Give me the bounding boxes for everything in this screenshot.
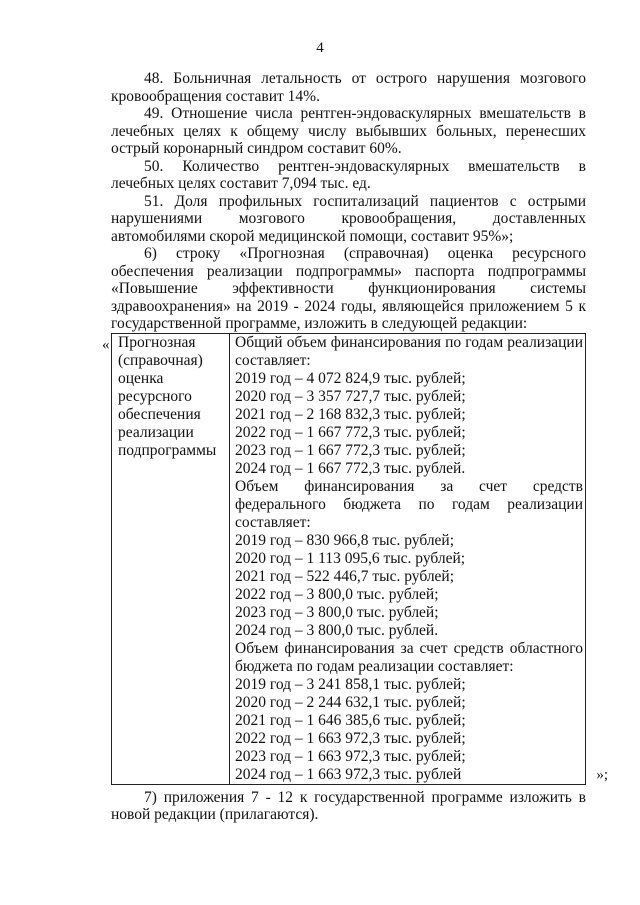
document-body bbox=[102, 70, 608, 824]
paragraph-49: 49. Отношение числа рентген-эндоваскулярных вмешательств в лечебных целях к общему числу выбывших больных, перенесших острый коронарный синдром составит 60%. bbox=[111, 105, 586, 157]
regional-funding-heading: Объем финансирования за счет средств областного бюджета по годам реализации составляет: bbox=[235, 639, 583, 675]
row-label-line: обеспечения bbox=[118, 405, 201, 423]
close-quote-mark: »; bbox=[596, 767, 608, 783]
total-year-line: 2021 год – 2 168 832,3 тыс. рублей; bbox=[235, 405, 466, 423]
total-year-line: 2020 год – 3 357 727,7 тыс. рублей; bbox=[235, 387, 466, 405]
federal-year-line: 2022 год – 3 800,0 тыс. рублей; bbox=[235, 585, 439, 603]
row-label-line: реализации bbox=[118, 423, 194, 441]
total-year-line: 2023 год – 1 667 772,3 тыс. рублей; bbox=[235, 441, 466, 459]
page-number: 4 bbox=[316, 40, 324, 56]
open-quote-mark: « bbox=[102, 336, 110, 353]
paragraph-item-7: 7) приложения 7 - 12 к государственной программе изложить в новой редакции (прилагаются). bbox=[111, 788, 586, 823]
regional-year-line: 2020 год – 2 244 632,1 тыс. рублей; bbox=[235, 693, 466, 711]
row-label-line: (справочная) bbox=[118, 351, 203, 369]
paragraph-item-6: 6) строку «Прогнозная (справочная) оценка ресурсного обеспечения реализации подпрограммы» паспорта подпрограммы «Повышение эффективности функционирования системы здравоохранения» на 2019 - 2024 годы, являющейся приложением 5 к государственной программе, изложить в следующей редакции: bbox=[111, 245, 586, 332]
federal-year-line: 2020 год – 1 113 095,6 тыс. рублей; bbox=[235, 549, 466, 567]
funding-table bbox=[111, 333, 586, 785]
row-label-line: Прогнозная bbox=[118, 333, 196, 351]
federal-funding-heading: Объем финансирования за счет средств федерального бюджета по годам реализации составляет: bbox=[235, 477, 583, 531]
regional-year-line: 2022 год – 1 663 972,3 тыс. рублей; bbox=[235, 729, 466, 747]
total-year-line: 2024 год – 1 667 772,3 тыс. рублей. bbox=[235, 459, 466, 477]
row-label-line: оценка bbox=[118, 369, 164, 387]
paragraph-51: 51. Доля профильных госпитализаций пациентов с острыми нарушениями мозгового кровообращения, доставленных автомобилями скорой медицинской помощи, составит 95%»; bbox=[111, 192, 586, 245]
federal-year-line: 2019 год – 830 966,8 тыс. рублей; bbox=[235, 531, 455, 549]
paragraph-50: 50. Количество рентген-эндоваскулярных вмешательств в лечебных целях составит 7,094 тыс. ед. bbox=[111, 157, 586, 192]
total-year-line: 2019 год – 4 072 824,9 тыс. рублей; bbox=[235, 369, 466, 387]
row-label-cell bbox=[112, 333, 230, 784]
federal-year-line: 2023 год – 3 800,0 тыс. рублей; bbox=[235, 603, 439, 621]
total-funding-heading: Общий объем финансирования по годам реализации составляет: bbox=[235, 333, 583, 369]
table-row bbox=[112, 333, 586, 784]
federal-year-line: 2021 год – 522 446,7 тыс. рублей; bbox=[235, 567, 455, 585]
row-label-line: подпрограммы bbox=[118, 441, 217, 459]
funding-table-wrapper bbox=[102, 333, 608, 785]
paragraph-48: 48. Больничная летальность от острого нарушения мозгового кровообращения составит 14%. bbox=[111, 70, 586, 105]
federal-year-line: 2024 год – 3 800,0 тыс. рублей. bbox=[235, 621, 439, 639]
row-label-line: ресурсного bbox=[118, 387, 192, 405]
funding-details-cell bbox=[230, 333, 586, 784]
regional-year-line: 2019 год – 3 241 858,1 тыс. рублей; bbox=[235, 675, 466, 693]
regional-year-line: 2023 год – 1 663 972,3 тыс. рублей; bbox=[235, 747, 466, 765]
regional-year-line: 2024 год – 1 663 972,3 тыс. рублей bbox=[235, 765, 462, 783]
regional-year-line: 2021 год – 1 646 385,6 тыс. рублей; bbox=[235, 711, 466, 729]
total-year-line: 2022 год – 1 667 772,3 тыс. рублей; bbox=[235, 423, 466, 441]
